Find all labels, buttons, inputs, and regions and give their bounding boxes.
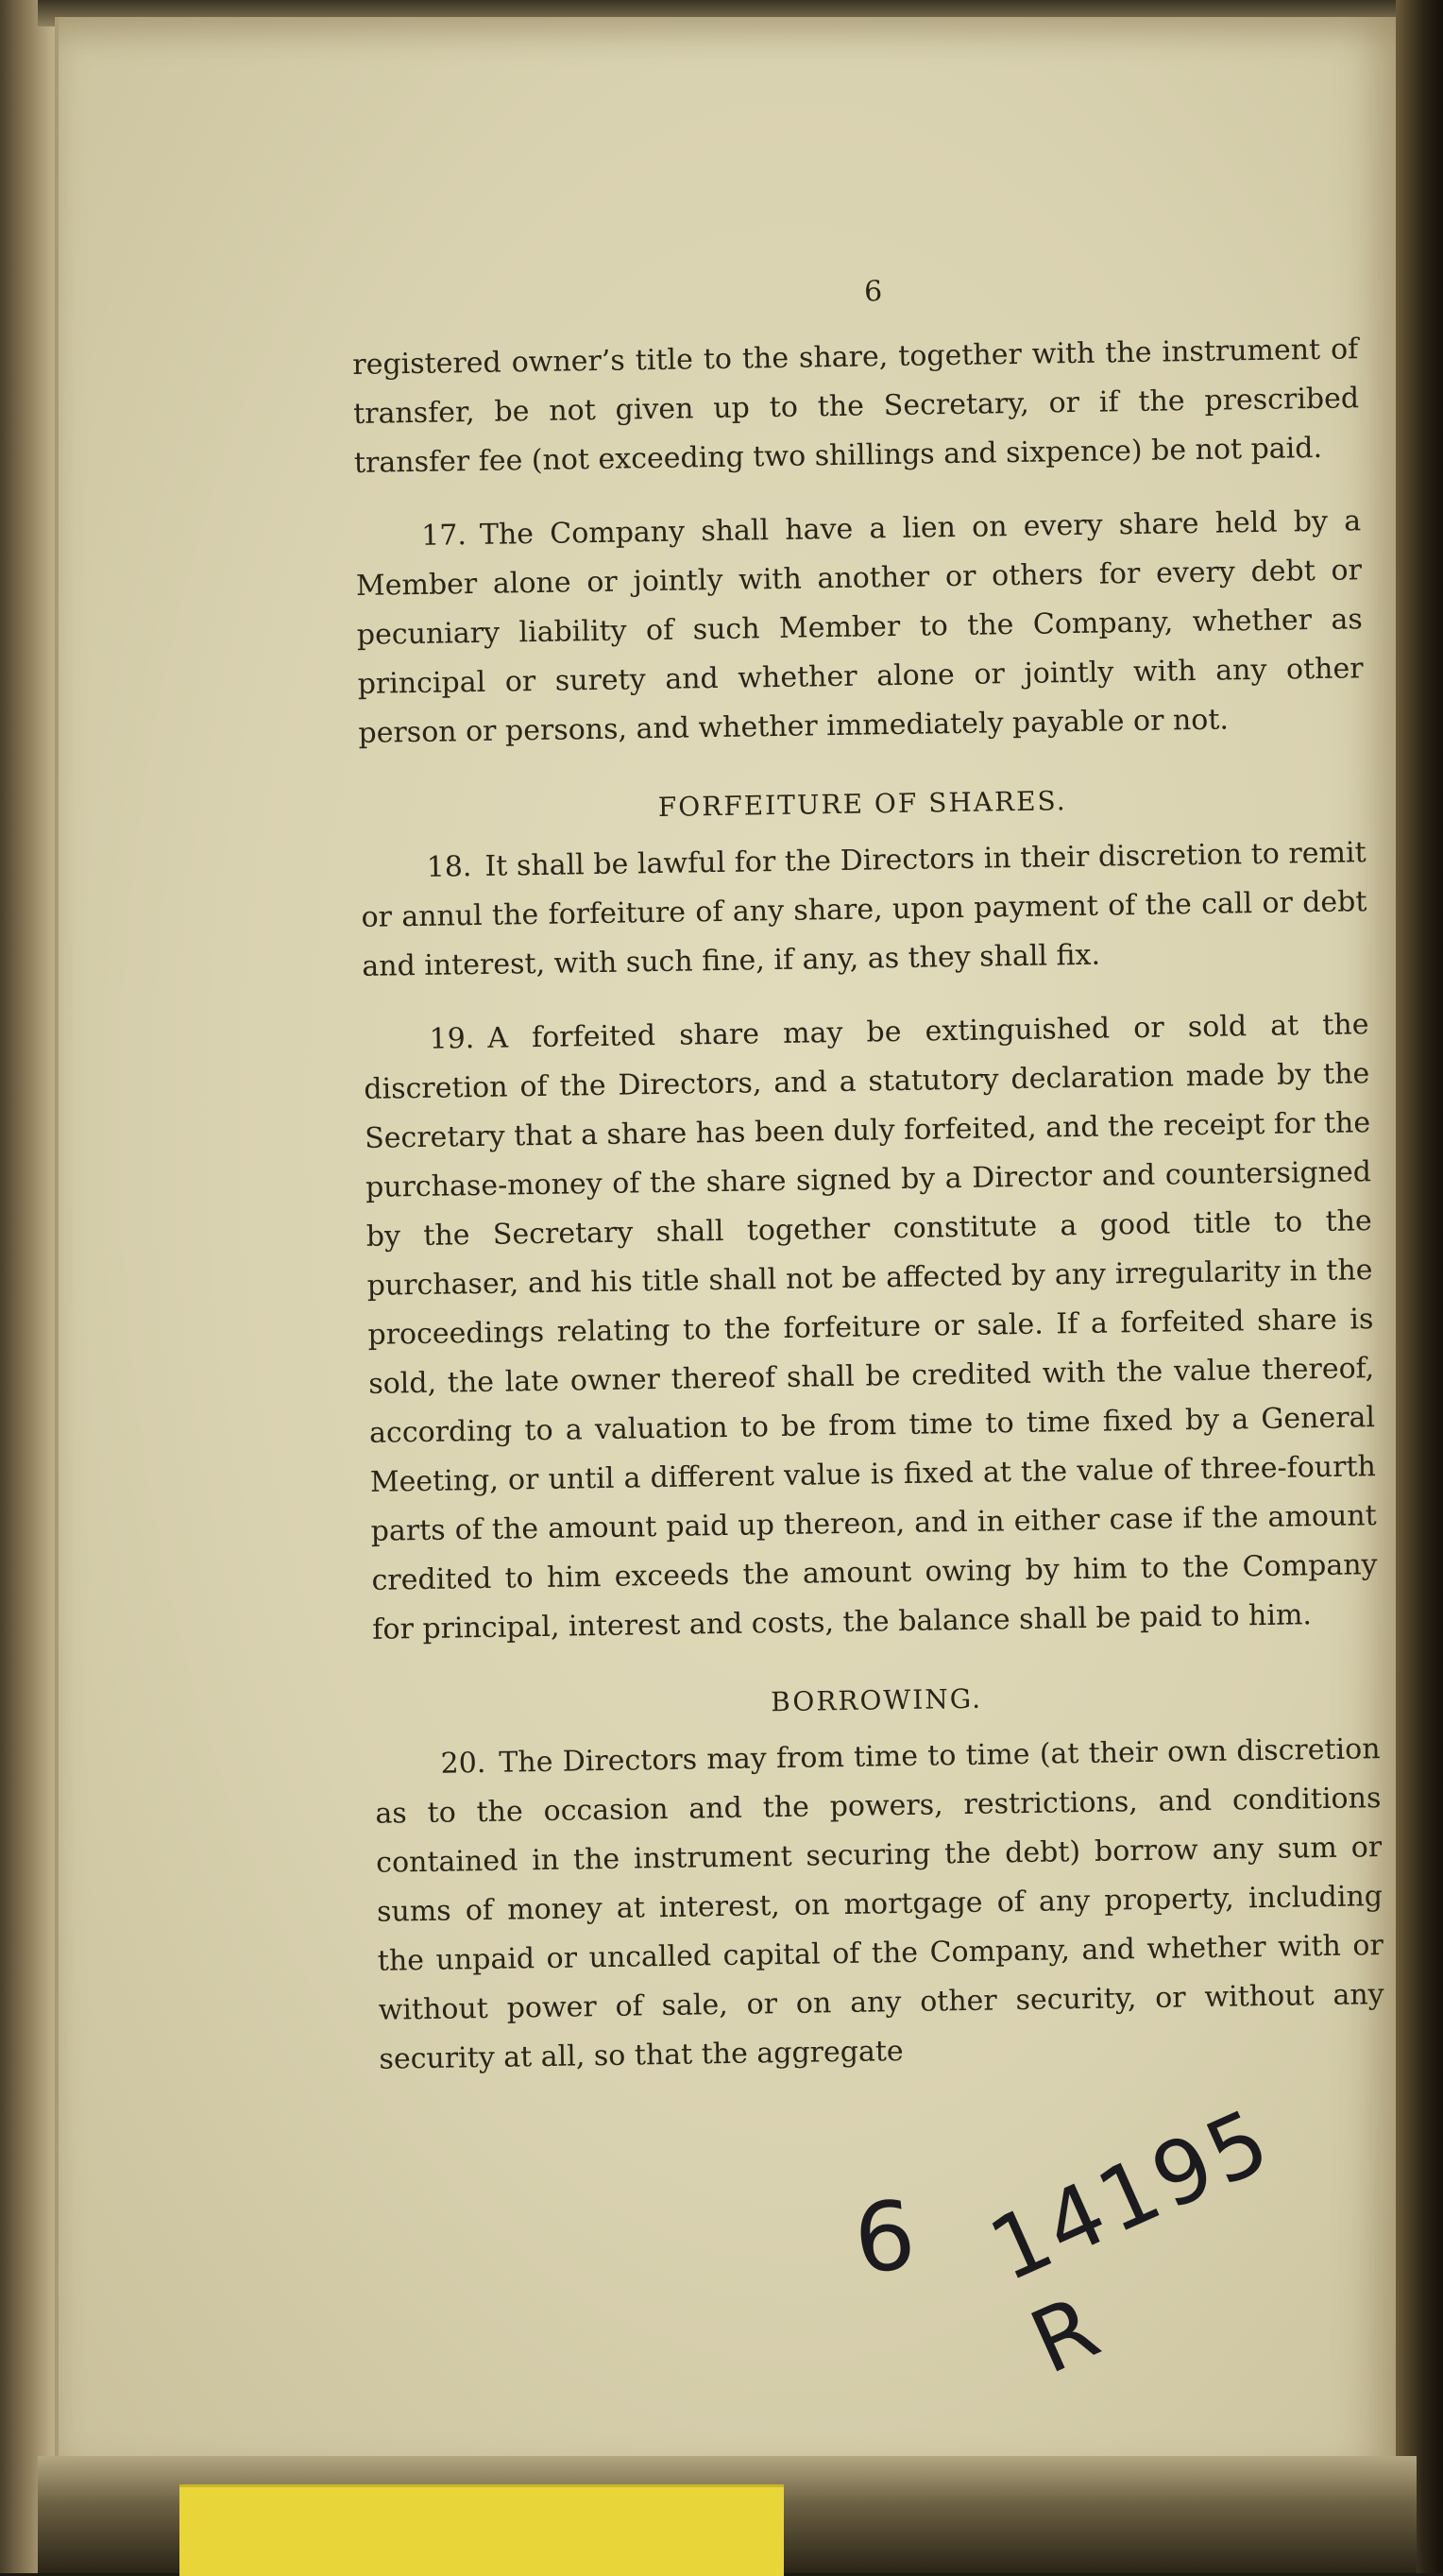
paragraph-17 xyxy=(355,497,1365,759)
handwritten-folio-number: 6 xyxy=(849,2178,921,2296)
paragraph-19 xyxy=(363,1000,1378,1655)
paragraph-text: A forfeited share may be extinguished or sold at the discretion of the Directors, and a statutory declaration made by the Secretary that a share has been duly forfeited, and the receipt for the purchase-money of the share signed by a Director and countersigned by the Secretary shall together constitute a good title to the purchaser, and his title shall not be affected by any irregularity in the proceedings relating to the forfeiture or sale. If a forfeited share is sold, the late owner thereof shall be credited with the value thereof, according to a valuation to be from time to time fixed by a General Meeting, or until a different value is fixed at the value of three-fourth parts of the amount paid up thereon, and in either case if the amount credited to him exceeds the amount owing by him to the Company for principal, interest and costs, the balance shall be paid to him. xyxy=(364,1008,1378,1646)
paragraph-text: The Directors may from time to time (at their own discretion as to the occasion and the powers, restrictions, and conditions contained in the instrument securing the debt) borrow any sum or sums of money at interest, on mortgage of any property, including the unpaid or uncalled capital of the Company, and whether with or without power of sale, or on any other security, or without any security at all, so that the aggregate xyxy=(375,1732,1384,2076)
paragraph-number: 18. xyxy=(426,850,472,884)
page-number: 6 xyxy=(863,275,883,309)
paragraph-text: The Company shall have a lien on every share held by a Member alone or jointly with another or others for every debt or pecuniary liability of such Member to the Company, whether as principal or surety and whether alone or jointly with any other person or persons, and whether immediately payable or not. xyxy=(355,504,1364,750)
paragraph-text: It shall be lawful for the Directors in their discretion to remit or annul the forfeiture of any share, upon payment of the call or debt and interest, with such fine, if any, as they shall fix. xyxy=(361,836,1367,983)
document-text xyxy=(351,267,1385,2108)
yellow-bookmark-tab xyxy=(179,2484,784,2576)
paragraph-18 xyxy=(360,828,1367,992)
paragraph-number: 17. xyxy=(420,519,467,553)
book-spine-right xyxy=(1396,0,1443,2573)
paragraph-20 xyxy=(374,1725,1385,2085)
paragraph-number: 19. xyxy=(429,1022,475,1056)
heading-forfeiture-of-shares: FORFEITURE OF SHARES. xyxy=(657,785,1067,823)
paragraph-number: 20. xyxy=(440,1746,486,1781)
paragraph-16-continuation: registered owner’s title to the share, together with the instrument of transfer, be not given up to the Secretary, or if the prescribed transfer fee (not exceeding two shillings and sixpence) be not paid. xyxy=(352,333,1360,480)
heading-borrowing: BORROWING. xyxy=(770,1682,983,1718)
handwritten-reference-number: 14195 R xyxy=(975,2089,1287,2394)
